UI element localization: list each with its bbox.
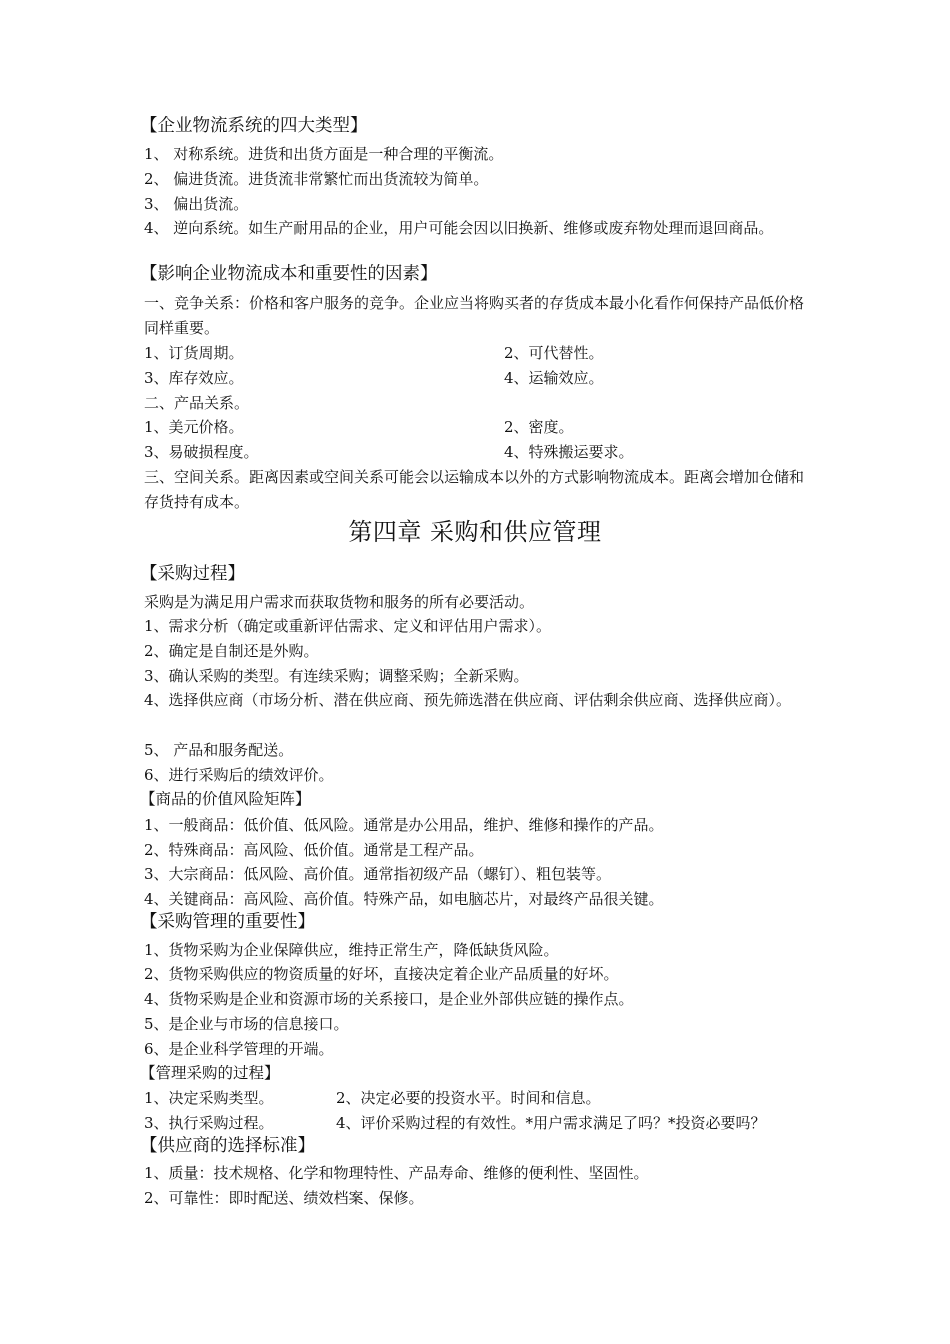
- list-item: 1、需求分析（确定或重新评估需求、定义和评估用户需求）。: [144, 617, 552, 635]
- list-item: 4、选择供应商（市场分析、潜在供应商、预先筛选潜在供应商、评估剩余供应商、选择供应商）。: [144, 691, 792, 709]
- section-title-cost-factors: 【影响企业物流成本和重要性的因素】: [140, 264, 438, 284]
- list-item: 3、 偏出货流。: [144, 195, 249, 213]
- list-item: 5、是企业与市场的信息接口。: [144, 1015, 349, 1033]
- paragraph: 二、产品关系。: [144, 394, 250, 412]
- list-item: 3、易破损程度。: [144, 443, 259, 461]
- paragraph: 采购是为满足用户需求而获取货物和服务的所有必要活动。: [144, 593, 535, 611]
- section-title-procurement-process: 【采购过程】: [140, 564, 245, 584]
- list-item: 3、库存效应。: [144, 369, 244, 387]
- list-item: 4、 逆向系统。如生产耐用品的企业，用户可能会因以旧换新、维修或废弃物处理而退回商品。: [144, 219, 774, 237]
- list-item: 4、特殊搬运要求。: [504, 443, 634, 461]
- list-item: 2、确定是自制还是外购。: [144, 642, 319, 660]
- list-item: 5、 产品和服务配送。: [144, 741, 294, 759]
- section-title-logistics-types: 【企业物流系统的四大类型】: [140, 116, 368, 136]
- list-item: 4、货物采购是企业和资源市场的关系接口，是企业外部供应链的操作点。: [144, 990, 634, 1008]
- paragraph: 三、空间关系。距离因素或空间关系可能会以运输成本以外的方式影响物流成本。距离会增加仓储和存货持有成本。: [144, 468, 805, 511]
- list-item: 2、 偏进货流。进货流非常繁忙而出货流较为简单。: [144, 170, 489, 188]
- list-item: 3、执行采购过程。: [144, 1114, 274, 1132]
- list-item: 4、运输效应。: [504, 369, 604, 387]
- list-item: 2、可代替性。: [504, 344, 604, 362]
- section-title-supplier-criteria: 【供应商的选择标准】: [140, 1136, 315, 1156]
- list-item: 6、是企业科学管理的开端。: [144, 1040, 334, 1058]
- section-title-value-risk-matrix: 【商品的价值风险矩阵】: [140, 790, 311, 808]
- list-item: 2、可靠性：即时配送、绩效档案、保修。: [144, 1189, 424, 1207]
- list-item: 1、一般商品：低价值、低风险。通常是办公用品，维护、维修和操作的产品。: [144, 816, 664, 834]
- list-item: 1、货物采购为企业保障供应，维持正常生产，降低缺货风险。: [144, 941, 559, 959]
- list-item: 2、货物采购供应的物资质量的好坏，直接决定着企业产品质量的好坏。: [144, 965, 619, 983]
- list-item: 1、决定采购类型。: [144, 1089, 274, 1107]
- list-item: 3、确认采购的类型。有连续采购；调整采购；全新采购。: [144, 667, 529, 685]
- section-title-procurement-importance: 【采购管理的重要性】: [140, 912, 315, 932]
- section-title-managing-procurement: 【管理采购的过程】: [140, 1064, 280, 1082]
- list-item: 4、关键商品：高风险、高价值。特殊产品，如电脑芯片，对最终产品很关键。: [144, 890, 664, 908]
- list-item: 1、质量：技术规格、化学和物理特性、产品寿命、维修的便利性、坚固性。: [144, 1164, 649, 1182]
- list-item: 3、大宗商品：低风险、高价值。通常指初级产品（螺钉）、粗包装等。: [144, 865, 612, 883]
- list-item: 6、进行采购后的绩效评价。: [144, 766, 334, 784]
- list-item: 1、 对称系统。进货和出货方面是一种合理的平衡流。: [144, 145, 504, 163]
- chapter-title: 第四章 采购和供应管理: [348, 518, 602, 546]
- list-item: 2、决定必要的投资水平。时间和信息。: [336, 1089, 601, 1107]
- list-item: 2、特殊商品：高风险、低价值。通常是工程产品。: [144, 841, 484, 859]
- list-item: 1、订货周期。: [144, 344, 244, 362]
- paragraph: 一、竞争关系：价格和客户服务的竞争。企业应当将购买者的存货成本最小化看作何保持产品低价格同样重要。: [144, 294, 805, 337]
- list-item: 1、美元价格。: [144, 418, 244, 436]
- list-item: 2、密度。: [504, 418, 574, 436]
- list-item: 4、评价采购过程的有效性。*用户需求满足了吗？*投资必要吗？: [336, 1114, 766, 1132]
